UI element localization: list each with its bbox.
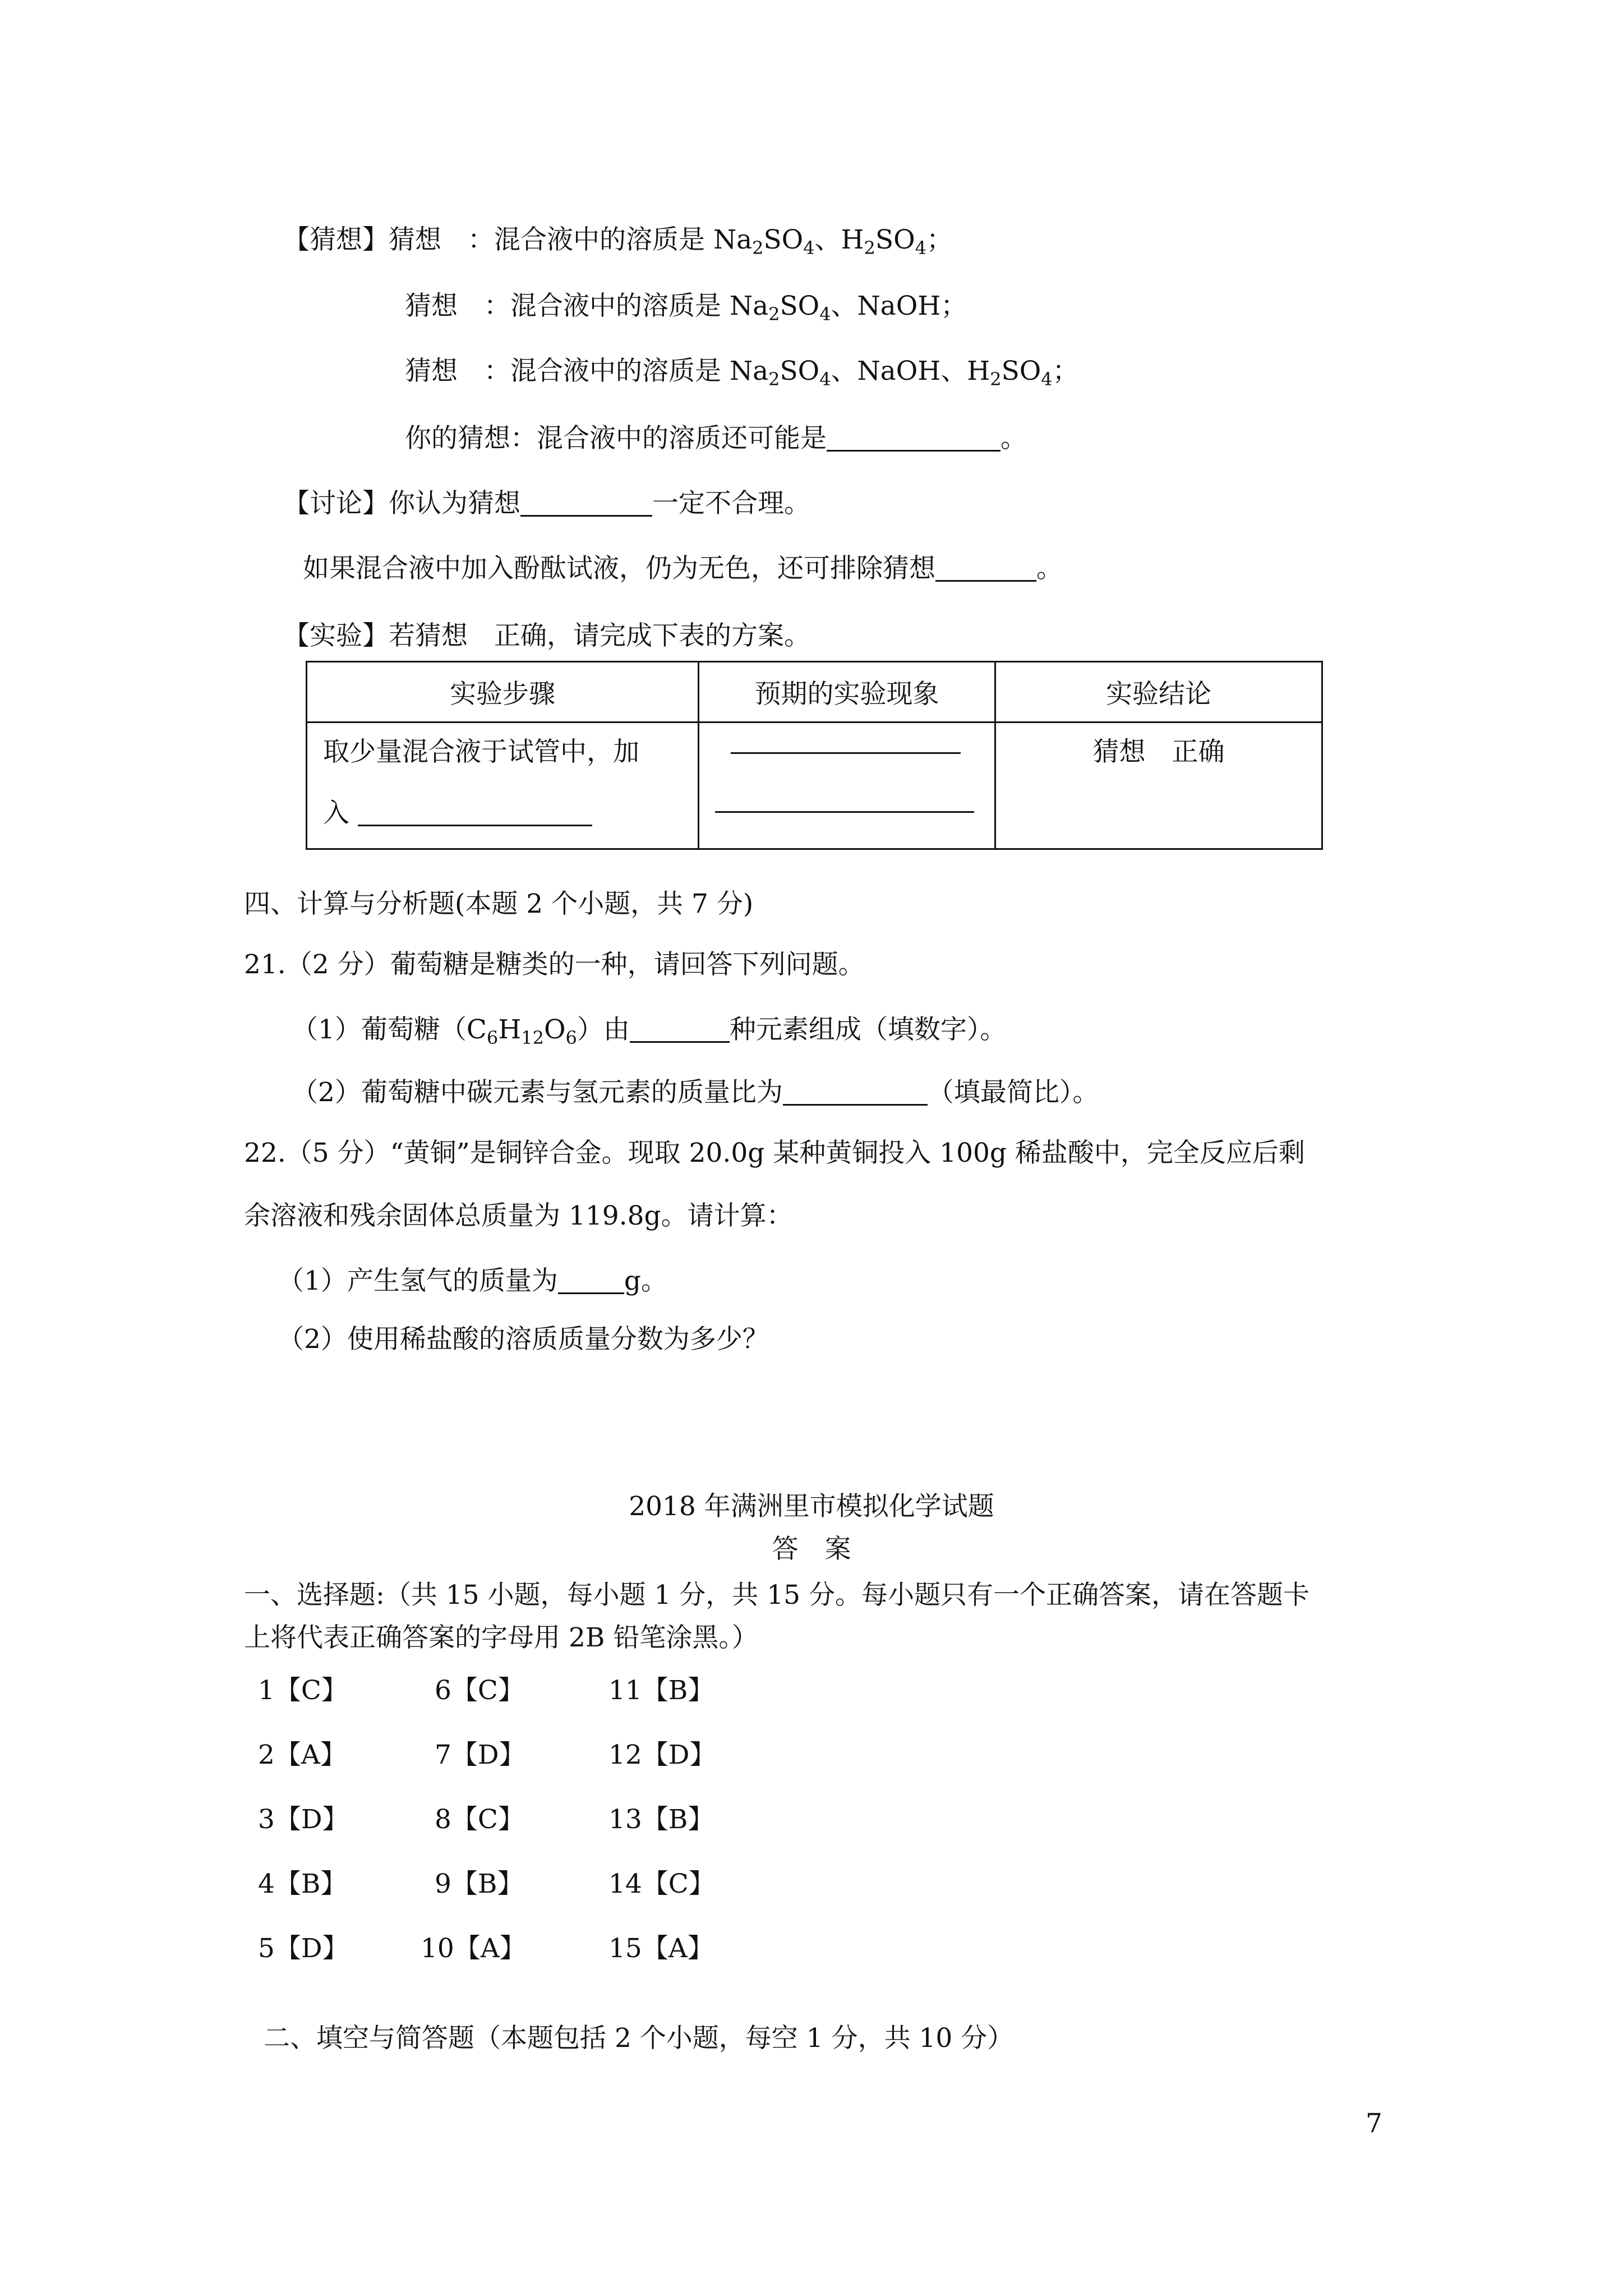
hypothesis-line-1: 【猜想】猜想 ：混合液中的溶质是 $Na_2SO_4$、$H_2SO_4$； [283, 224, 953, 259]
answer-1: 1【C】 [258, 1675, 348, 1706]
section4-title: 四、计算与分析题(本题 2 个小题，共 7 分) [244, 889, 754, 919]
step-reagent-blank[interactable] [358, 798, 592, 826]
answers-title: 2018 年满洲里市模拟化学试题 [629, 1491, 994, 1522]
answer-12: 12【D】 [608, 1740, 716, 1770]
your-guess-period: 。 [1000, 423, 1027, 454]
step-cell [307, 723, 699, 849]
q22-line-1: 22.（5 分）“黄铜”是铜锌合金。现取 20.0g 某种黄铜投入 100g 稀盐酸中，完全反应后剩 [244, 1138, 1305, 1168]
q22-part1-a: （1）产生氢气的质量为 [278, 1266, 558, 1296]
answers-section2: 二、填空与简答题（本题包括 2 个小题，每空 1 分，共 10 分） [264, 2023, 1014, 2054]
phenomenon-cell [699, 723, 995, 849]
experiment-text: 若猜想 正确，请完成下表的方案。 [389, 620, 810, 651]
header-conclusion: 实验结论 [995, 662, 1322, 723]
q22-line-2: 余溶液和残余固体总质量为 119.8g。请计算： [244, 1200, 793, 1231]
answer-6: 6【C】 [435, 1675, 524, 1706]
step-line-1: 取少量混合液于试管中，加 [323, 737, 639, 767]
discussion-period: 。 [1036, 553, 1063, 584]
answer-5: 5【D】 [258, 1933, 349, 1964]
answer-3: 3【D】 [258, 1804, 349, 1835]
q21-stem: 21.（2 分）葡萄糖是糖类的一种，请回答下列问题。 [244, 949, 865, 980]
answer-8: 8【C】 [435, 1804, 524, 1835]
q21-part2-b: （填最简比）。 [927, 1077, 1099, 1108]
answer-14: 14【C】 [608, 1869, 715, 1899]
q22-part2: （2）使用稀盐酸的溶质质量分数为多少？ [278, 1324, 769, 1355]
hypothesis-word: 猜想 [389, 224, 441, 255]
your-guess-blank[interactable] [827, 423, 1000, 452]
q21-part2 [292, 1077, 1099, 1106]
answer-13: 13【B】 [608, 1804, 714, 1835]
experiment-label: 【实验】 [283, 620, 389, 651]
answer-2: 2【A】 [258, 1740, 347, 1770]
answer-4: 4【B】 [258, 1869, 347, 1899]
discussion-text-2: 一定不合理。 [652, 488, 810, 519]
hypothesis-word-3: 猜想 [405, 356, 458, 386]
discussion-blank-2[interactable] [935, 553, 1036, 582]
page-number: 7 [1366, 2108, 1382, 2139]
q22-hydrogen-blank[interactable] [558, 1266, 624, 1294]
q22-part1-b: g。 [624, 1266, 667, 1296]
hypothesis-line-2: 猜想 ：混合液中的溶质是 $Na_2SO_4$、NaOH； [405, 291, 967, 325]
q21-part2-a: （2）葡萄糖中碳元素与氢元素的质量比为 [292, 1077, 783, 1108]
q21-elements-blank[interactable] [630, 1014, 730, 1043]
header-steps: 实验步骤 [307, 662, 699, 723]
answers-section1-line-2: 上将代表正确答案的字母用 2B 铅笔涂黑。） [244, 1622, 758, 1653]
phenomenon-blank-2[interactable] [715, 811, 974, 813]
q21-part1-b: 由 [603, 1014, 630, 1045]
answer-7: 7【D】 [435, 1740, 525, 1770]
q21-ratio-blank[interactable] [783, 1077, 928, 1106]
discussion-line-1 [283, 488, 810, 517]
hypothesis-word-2: 猜想 [405, 291, 458, 321]
experiment-line [283, 620, 810, 651]
discussion-line-2 [303, 553, 1063, 582]
your-guess-text: 你的猜想：混合液中的溶质还可能是 [405, 423, 827, 454]
answer-11: 11【B】 [608, 1675, 714, 1706]
discussion-text-1: 你认为猜想 [389, 488, 520, 519]
hypothesis-line-3: 猜想 ：混合液中的溶质是 $Na_2SO_4$、NaOH、$H_2SO_4$； [405, 356, 1079, 390]
conclusion-cell [995, 723, 1322, 849]
discussion-text-3: 如果混合液中加入酚酞试液，仍为无色，还可排除猜想 [303, 553, 935, 584]
answer-10: 10【A】 [421, 1933, 526, 1964]
discussion-blank-1[interactable] [520, 488, 652, 517]
hypothesis-label: 【猜想】 [283, 224, 389, 255]
q22-part1 [278, 1266, 667, 1294]
q21-part1-c: 种元素组成（填数字）。 [729, 1014, 1007, 1045]
phenomenon-blank-1[interactable] [731, 752, 961, 754]
experiment-table [306, 661, 1323, 850]
answer-9: 9【B】 [435, 1869, 524, 1899]
q21-part1-a: （1）葡萄糖（C [292, 1014, 487, 1045]
conclusion-text: 猜想 正确 [1092, 737, 1225, 767]
discussion-label: 【讨论】 [283, 488, 389, 519]
step-line-2 [307, 765, 698, 829]
your-guess-line [405, 423, 1027, 452]
header-phenomenon: 预期的实验现象 [699, 662, 995, 723]
answers-subtitle: 答 案 [772, 1534, 851, 1565]
answer-15: 15【A】 [608, 1933, 714, 1964]
answers-section1-line-1: 一、选择题:（共 15 小题，每小题 1 分，共 15 分。每小题只有一个正确答案，请在答题卡 [244, 1580, 1310, 1611]
q21-part1: （1）葡萄糖$(C_6H_{12}O_6)$由 种元素组成（填数字）。 [292, 1014, 1007, 1048]
step-line-2-text: 入 [323, 798, 349, 829]
